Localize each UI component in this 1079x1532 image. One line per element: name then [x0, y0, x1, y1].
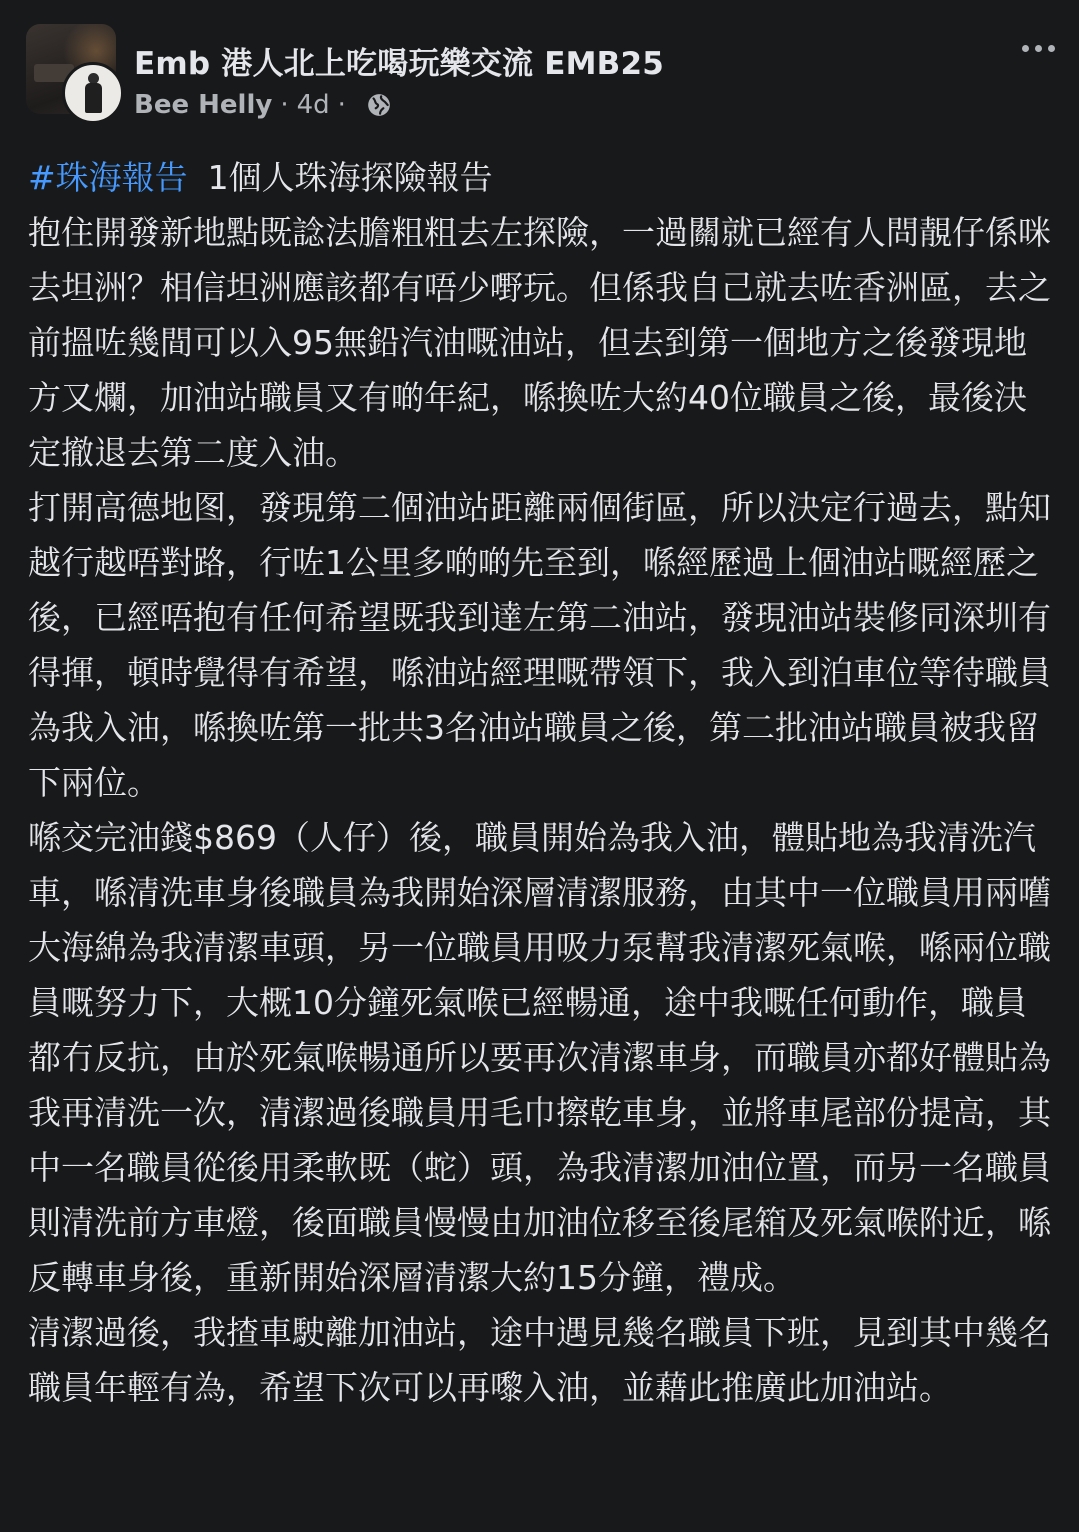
group-name-link[interactable]: Emb 港人北上吃喝玩樂交流 EMB25: [134, 46, 665, 82]
post-paragraph: 抱住開發新地點既諗法膽粗粗去左探險，一過關就已經有人問靚仔係咪去坦洲？相信坦洲應該都有唔少嘢玩。但係我自己就去咗香洲區，去之前搵咗幾間可以入95無鉛汽油嘅油站，但去到第一個地方之後發現地方又爛，加油站職員又有啲年紀，喺換咗大約40位職員之後，最後決定撤退去第二度入油。: [28, 213, 1051, 472]
author-avatar-body: [85, 83, 102, 113]
more-options-icon: [1022, 45, 1029, 52]
post-title-line: [28, 150, 1053, 205]
post-title: 1個人珠海探險報告: [207, 158, 493, 197]
post-body: [28, 150, 1053, 1415]
more-options-button[interactable]: [1010, 28, 1066, 68]
more-options-icon-dot: [1035, 45, 1042, 52]
author-avatar[interactable]: [62, 62, 124, 124]
hashtag-link[interactable]: #珠海報告: [28, 158, 188, 197]
more-options-icon-dot: [1048, 45, 1055, 52]
meta-separator: ·: [280, 90, 289, 120]
post-paragraph: 清潔過後，我揸車駛離加油站，途中遇見幾名職員下班，見到其中幾名職員年輕有為，希望下次可以再嚟入油，並藉此推廣此加油站。: [28, 1313, 1051, 1407]
post-paragraph: 打開高德地图，發現第二個油站距離兩個街區，所以決定行過去，點知越行越唔對路，行咗1公里多啲啲先至到，喺經歷過上個油站嘅經歷之後，已經唔抱有任何希望既我到達左第二油站，發現油站裝修同深圳有得揮，頓時覺得有希望，喺油站經理嘅帶領下，我入到泊車位等待職員為我入油，喺換咗第一批共3名油站職員之後，第二批油站職員被我留下兩位。: [28, 488, 1051, 802]
author-name-link[interactable]: Bee Helly: [134, 90, 273, 120]
meta-separator-2: ·: [337, 90, 346, 120]
globe-icon: [366, 92, 392, 118]
post-header: [26, 24, 1066, 124]
post-timestamp[interactable]: 4d: [296, 90, 330, 120]
post-meta: [134, 90, 392, 120]
post-paragraph: 喺交完油錢$869（人仔）後，職員開始為我入油，體貼地為我清洗汽車，喺清洗車身後職員為我開始深層清潔服務，由其中一位職員用兩嚿大海綿為我清潔車頭，另一位職員用吸力泵幫我清潔死氣喉，喺兩位職員嘅努力下，大概10分鐘死氣喉已經暢通，途中我嘅任何動作，職員都冇反抗，由於死氣喉暢通所以要再次清潔車身，而職員亦都好體貼為我再清洗一次，清潔過後職員用毛巾擦乾車身，並將車尾部份提高，其中一名職員從後用柔軟既（蛇）頭，為我清潔加油位置，而另一名職員則清洗前方車燈，後面職員慢慢由加油位移至後尾箱及死氣喉附近，喺反轉車身後，重新開始深層清潔大約15分鐘，禮成。: [28, 818, 1051, 1297]
